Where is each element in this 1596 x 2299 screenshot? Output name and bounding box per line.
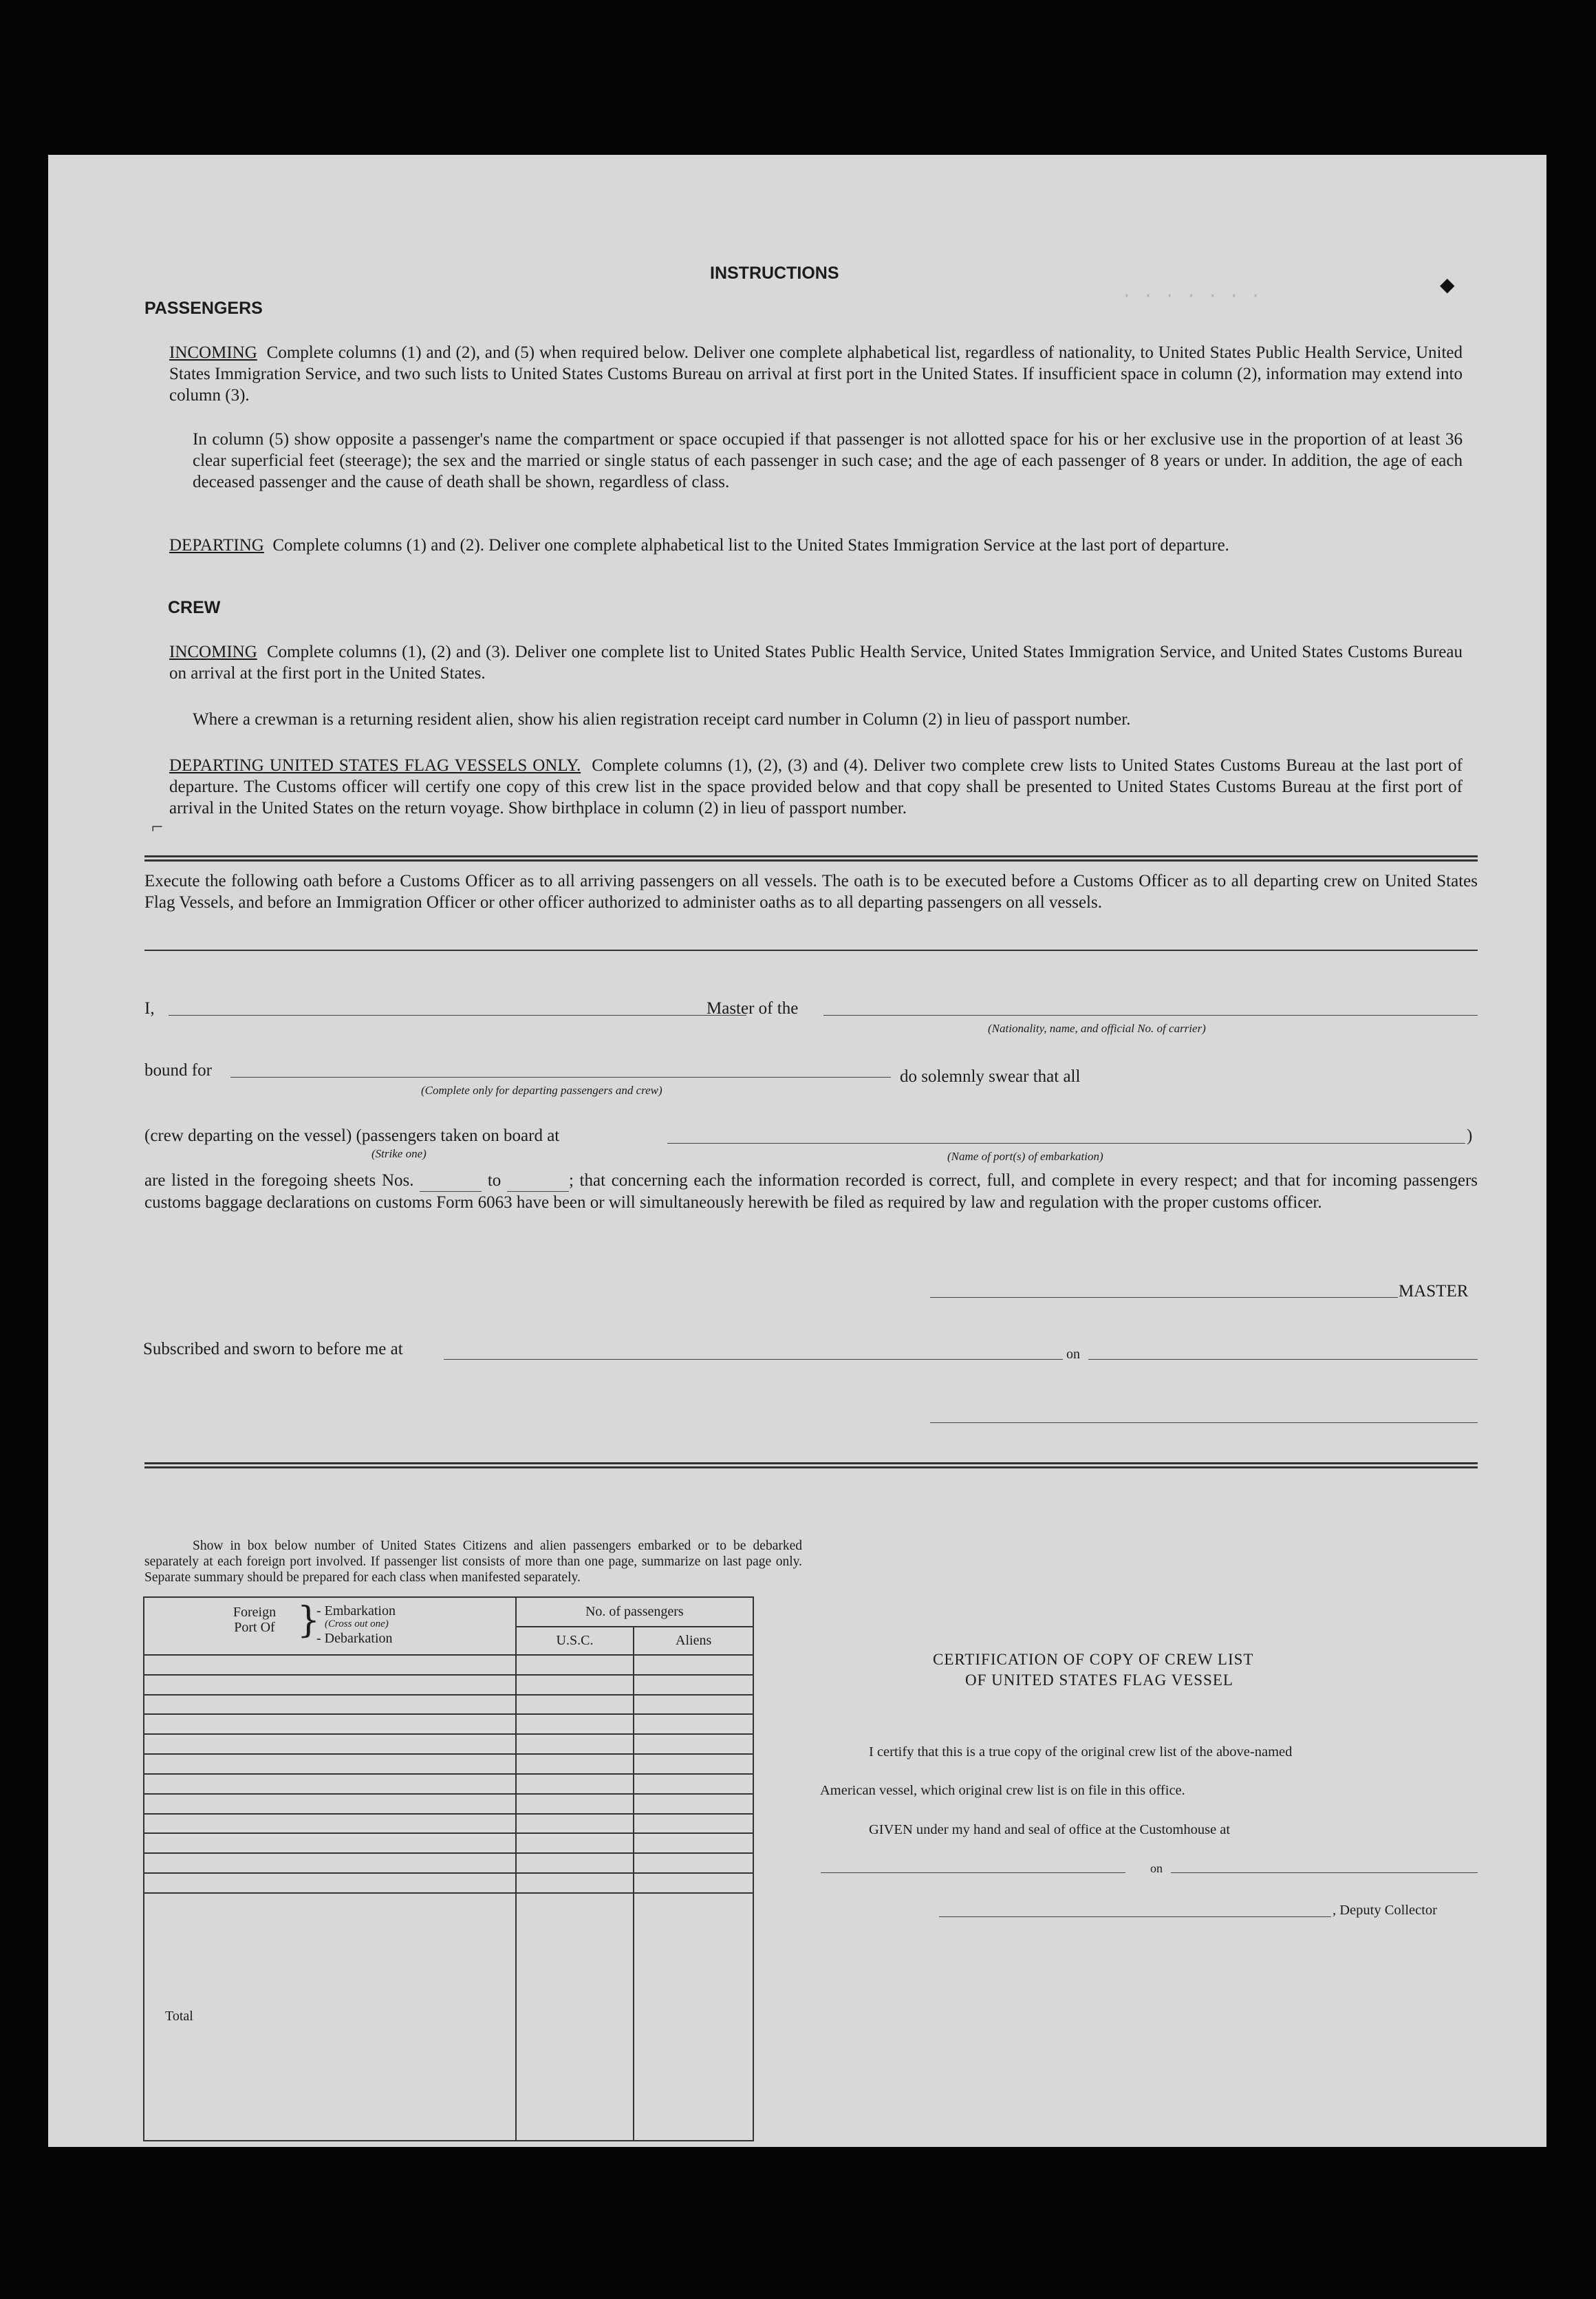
officer-signature-field[interactable] <box>930 1422 1478 1423</box>
passengers-departing-paragraph <box>169 535 1463 556</box>
summary-instruction: Show in box below number of United States Citizens and alien passengers embarked or to be debarked separately at each foreign port involved. If passenger list consists of more than one page, summarize on last page only. Separate summary should be prepared for each class when manifested separately. <box>144 1539 802 1585</box>
deputy-signature-field[interactable] <box>939 1916 1331 1917</box>
form-page <box>48 155 1546 2147</box>
table-row <box>144 1655 753 1675</box>
table-row <box>144 1774 753 1794</box>
crew-incoming-text: Complete columns (1), (2) and (3). Deliver one complete list to United States Public Health Service, United States Immigration Service, and United States Customs Bureau on arrival at the first port in the United States. <box>169 643 1463 683</box>
given-text: GIVEN under my hand and seal of office at the Customhouse at <box>869 1822 1231 1837</box>
crew-heading: CREW <box>168 598 221 617</box>
bound-for-caption: (Complete only for departing passengers and crew) <box>421 1084 662 1097</box>
bleed-through-text: · · · · · · · <box>1121 286 1261 306</box>
cross-out-label: (Cross out one) <box>325 1618 389 1629</box>
embarkation-ports-field[interactable] <box>667 1143 1465 1144</box>
passengers-incoming-paragraph <box>169 342 1463 406</box>
listed-text-2: ; that concerning each the information recorded is correct, full, and complete in every respect; and that for incoming passengers customs baggage declarations on customs Form 6063 have been or will simultaneously herewith be filed as required by law and regulation with the proper customs officer. <box>144 1171 1478 1212</box>
table-row <box>144 1873 753 1893</box>
section-divider <box>144 855 1478 862</box>
page-title: INSTRUCTIONS <box>710 264 839 283</box>
crew-departing-label: (crew departing on the vessel) (passengers taken on board at <box>144 1126 560 1145</box>
total-label: Total <box>144 1893 516 2141</box>
passenger-summary-table <box>143 1596 754 2141</box>
bound-for-label: bound for <box>144 1061 212 1080</box>
incoming-text: Complete columns (1) and (2), and (5) when required below. Deliver one complete alphabetical list, regardless of nationality, to United States Public Health Service, United States Immigration Service, and two such lists to United States Customs Bureau on arrival at first port in the United States. If insufficient space in column (2), information may extend into column (3). <box>169 343 1463 405</box>
certify-text: I certify that this is a true copy of the original crew list of the above-named <box>869 1744 1293 1760</box>
summary-divider <box>144 1462 1478 1468</box>
american-vessel-text: American vessel, which original crew list is on file in this office. <box>820 1783 1185 1798</box>
certification-heading-2: OF UNITED STATES FLAG VESSEL <box>965 1671 1233 1689</box>
total-aliens-field[interactable] <box>634 1893 753 2141</box>
carrier-caption: (Nationality, name, and official No. of carrier) <box>988 1022 1206 1035</box>
sheet-to-field[interactable] <box>507 1170 569 1192</box>
swear-text: do solemnly swear that all <box>900 1067 1081 1086</box>
certification-date-field[interactable] <box>1171 1872 1478 1873</box>
foreign-port-header <box>144 1597 516 1655</box>
pencil-mark-icon: ⌐ <box>151 815 163 838</box>
master-signature-field[interactable] <box>930 1297 1398 1298</box>
table-row <box>144 1695 753 1715</box>
total-row <box>144 1893 753 2141</box>
incoming-label: INCOMING <box>169 343 257 362</box>
sworn-on-label: on <box>1066 1347 1080 1362</box>
brace-icon: } <box>297 1600 321 1641</box>
subscribed-label: Subscribed and sworn to before me at <box>143 1340 403 1358</box>
ink-blot-icon: ◆ <box>1440 275 1455 296</box>
carrier-field[interactable] <box>823 1015 1478 1016</box>
oath-intro: Execute the following oath before a Customs Officer as to all arriving passengers on all vessels. The oath is to be executed before a Customs Officer as to all departing crew on United States Flag Vessels, and before an Immigration Officer or other officer authorized to administer oaths as to all departing passengers on all vessels. <box>144 872 1478 912</box>
listed-text-1: are listed in the foregoing sheets Nos. <box>144 1171 414 1190</box>
oath-i-label: I, <box>144 999 155 1018</box>
usc-header: U.S.C. <box>516 1627 634 1655</box>
crew-incoming-paragraph <box>169 641 1463 684</box>
column5-paragraph: In column (5) show opposite a passenger's name the compartment or space occupied if that passenger is not allotted space for his or her exclusive use in the proportion of at least 36 clear superficial feet (steerage); the sex and the married or single status of each passenger in such case; and the age of each passenger of 8 years or under. In addition, the age of each deceased passenger and the cause of death shall be shown, regardless of class. <box>193 430 1463 491</box>
table-row <box>144 1833 753 1853</box>
table-row <box>144 1794 753 1814</box>
table-row <box>144 1734 753 1754</box>
flag-vessels-label: DEPARTING UNITED STATES FLAG VESSELS ONLY. <box>169 756 581 775</box>
sworn-date-field[interactable] <box>1088 1359 1478 1360</box>
strike-one-caption: (Strike one) <box>371 1147 427 1160</box>
table-row <box>144 1675 753 1695</box>
oath-rule <box>144 950 1478 951</box>
flag-vessels-paragraph <box>169 755 1463 819</box>
listed-to: to <box>487 1171 502 1190</box>
table-row <box>144 1754 753 1774</box>
certification-on-label: on <box>1150 1861 1163 1875</box>
master-of-the-label: Master of the <box>707 999 799 1018</box>
table-row <box>144 1814 753 1834</box>
master-label: MASTER <box>1399 1282 1469 1301</box>
crew-incoming-label: INCOMING <box>169 643 257 661</box>
foreign-port-label: Foreign Port Of <box>233 1605 277 1635</box>
ports-caption: (Name of port(s) of embarkation) <box>947 1150 1103 1163</box>
customhouse-field[interactable] <box>821 1872 1125 1873</box>
total-usc-field[interactable] <box>516 1893 634 2141</box>
table-row <box>144 1853 753 1873</box>
departing-text: Complete columns (1) and (2). Deliver one complete alphabetical list to the United States Immigration Service at the last port of departure. <box>272 536 1229 555</box>
debarkation-label: - Debarkation <box>316 1631 393 1646</box>
bound-for-field[interactable] <box>230 1077 891 1078</box>
sheet-from-field[interactable] <box>420 1170 482 1192</box>
no-of-passengers-header: No. of passengers <box>516 1597 753 1627</box>
master-name-field[interactable] <box>169 1015 746 1016</box>
deputy-collector-label: , Deputy Collector <box>1333 1903 1438 1918</box>
departing-label: DEPARTING <box>169 536 264 555</box>
flag-vessels-text: Complete columns (1), (2), (3) and (4). Deliver two complete crew lists to United States Customs Bureau at the last port of departure. The Customs officer will certify one copy of this crew list in the space provided below and that copy shall be presented to United States Customs Bureau at the first port of arrival in the United States on the return voyage. Show birthplace in column (2) in lieu of passport number. <box>169 756 1463 817</box>
listed-paragraph <box>144 1170 1478 1213</box>
close-paren: ) <box>1467 1126 1473 1145</box>
table-row <box>144 1714 753 1734</box>
passengers-heading: PASSENGERS <box>144 299 263 318</box>
aliens-header: Aliens <box>634 1627 753 1655</box>
embarkation-label: - Embarkation <box>316 1603 396 1618</box>
certification-heading-1: CERTIFICATION OF COPY OF CREW LIST <box>933 1651 1254 1668</box>
sworn-place-field[interactable] <box>444 1359 1063 1360</box>
crewman-paragraph: Where a crewman is a returning resident alien, show his alien registration receipt card number in Column (2) in lieu of passport number. <box>193 710 1131 729</box>
